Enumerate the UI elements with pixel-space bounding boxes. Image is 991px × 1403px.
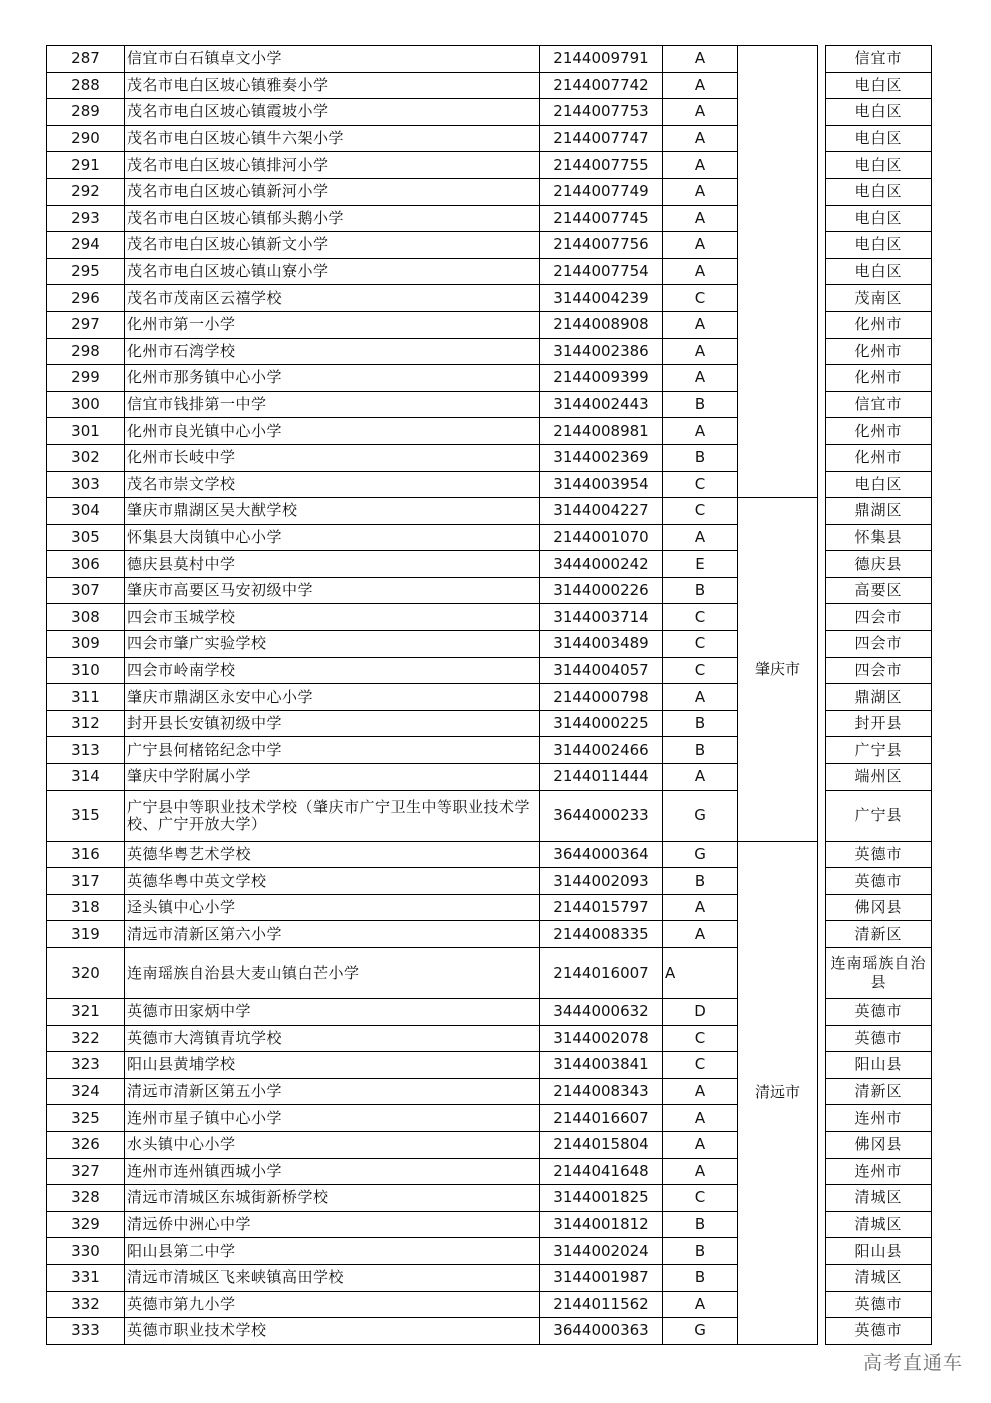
district-cell: 电白区 (826, 205, 932, 232)
school-name-cell: 茂名市电白区坡心镇山寮小学 (125, 258, 540, 285)
school-list-table (46, 45, 932, 1345)
school-name-cell: 迳头镇中心小学 (125, 894, 540, 921)
column-gap (818, 471, 826, 498)
school-name-cell: 茂名市电白区坡心镇牛六架小学 (125, 125, 540, 152)
school-name-cell: 连州市连州镇西城小学 (125, 1158, 540, 1185)
district-cell: 化州市 (826, 311, 932, 338)
row-number-cell: 291 (47, 152, 125, 179)
district-cell: 英德市 (826, 1291, 932, 1318)
school-name-cell: 英德华粤艺术学校 (125, 841, 540, 868)
row-number-cell: 325 (47, 1105, 125, 1132)
row-number-cell: 317 (47, 868, 125, 895)
school-code-cell: 3144002443 (540, 391, 663, 418)
district-cell: 广宁县 (826, 737, 932, 764)
district-cell: 四会市 (826, 657, 932, 684)
school-code-cell: 2144008343 (540, 1078, 663, 1105)
school-name-cell: 茂名市茂南区云禧学校 (125, 285, 540, 312)
district-cell: 佛冈县 (826, 1131, 932, 1158)
row-number-cell: 328 (47, 1185, 125, 1212)
school-code-cell: 3644000233 (540, 790, 663, 841)
column-gap (818, 285, 826, 312)
category-cell: C (663, 1052, 738, 1079)
category-cell: A (663, 418, 738, 445)
school-code-cell: 2144007749 (540, 178, 663, 205)
column-gap (818, 631, 826, 658)
district-cell: 鼎湖区 (826, 684, 932, 711)
row-number-cell: 290 (47, 125, 125, 152)
school-name-cell: 广宁县中等职业技术学校（肇庆市广宁卫生中等职业技术学校、广宁开放大学） (125, 790, 540, 841)
category-cell: A (663, 205, 738, 232)
district-cell: 信宜市 (826, 391, 932, 418)
row-number-cell: 319 (47, 921, 125, 948)
district-cell: 清城区 (826, 1185, 932, 1212)
school-code-cell: 3144003954 (540, 471, 663, 498)
table-body (47, 46, 932, 1345)
school-code-cell: 2144011562 (540, 1291, 663, 1318)
row-number-cell: 327 (47, 1158, 125, 1185)
column-gap (818, 868, 826, 895)
column-gap (818, 710, 826, 737)
school-name-cell: 肇庆市鼎湖区吴大猷学校 (125, 498, 540, 525)
district-cell: 清城区 (826, 1264, 932, 1291)
school-name-cell: 清远市清城区飞来峡镇高田学校 (125, 1264, 540, 1291)
school-name-cell: 清远市清新区第五小学 (125, 1078, 540, 1105)
district-cell: 清新区 (826, 921, 932, 948)
district-cell: 鼎湖区 (826, 498, 932, 525)
school-code-cell: 2144001070 (540, 524, 663, 551)
category-cell: B (663, 444, 738, 471)
row-number-cell: 294 (47, 232, 125, 259)
category-cell: C (663, 498, 738, 525)
row-number-cell: 303 (47, 471, 125, 498)
school-name-cell: 清远侨中洲心中学 (125, 1211, 540, 1238)
school-code-cell: 3644000363 (540, 1318, 663, 1345)
district-cell: 阳山县 (826, 1238, 932, 1265)
category-cell: A (663, 46, 738, 73)
table-row (47, 498, 932, 525)
table-row (47, 46, 932, 73)
column-gap (818, 1238, 826, 1265)
school-name-cell: 清远市清新区第六小学 (125, 921, 540, 948)
district-cell: 化州市 (826, 338, 932, 365)
row-number-cell: 305 (47, 524, 125, 551)
category-cell: A (663, 684, 738, 711)
column-gap (818, 1052, 826, 1079)
district-cell: 清城区 (826, 1211, 932, 1238)
category-cell: A (663, 178, 738, 205)
school-code-cell: 3144001825 (540, 1185, 663, 1212)
district-cell: 电白区 (826, 72, 932, 99)
row-number-cell: 315 (47, 790, 125, 841)
category-cell: A (663, 524, 738, 551)
row-number-cell: 321 (47, 999, 125, 1026)
row-number-cell: 289 (47, 99, 125, 126)
school-name-cell: 连州市星子镇中心小学 (125, 1105, 540, 1132)
column-gap (818, 418, 826, 445)
row-number-cell: 308 (47, 604, 125, 631)
district-cell: 四会市 (826, 631, 932, 658)
row-number-cell: 309 (47, 631, 125, 658)
column-gap (818, 311, 826, 338)
row-number-cell: 311 (47, 684, 125, 711)
school-name-cell: 英德市大湾镇青坑学校 (125, 1025, 540, 1052)
category-cell: B (663, 1211, 738, 1238)
school-code-cell: 3144004239 (540, 285, 663, 312)
school-code-cell: 3144003714 (540, 604, 663, 631)
column-gap (818, 178, 826, 205)
column-gap (818, 444, 826, 471)
row-number-cell: 306 (47, 551, 125, 578)
school-name-cell: 茂名市电白区坡心镇排河小学 (125, 152, 540, 179)
school-code-cell: 2144008908 (540, 311, 663, 338)
row-number-cell: 292 (47, 178, 125, 205)
school-name-cell: 信宜市钱排第一中学 (125, 391, 540, 418)
column-gap (818, 46, 826, 73)
school-name-cell: 肇庆市高要区马安初级中学 (125, 577, 540, 604)
column-gap (818, 524, 826, 551)
district-cell: 广宁县 (826, 790, 932, 841)
school-code-cell: 2144007747 (540, 125, 663, 152)
school-code-cell: 3144002466 (540, 737, 663, 764)
row-number-cell: 295 (47, 258, 125, 285)
category-cell: A (663, 152, 738, 179)
row-number-cell: 322 (47, 1025, 125, 1052)
school-code-cell: 3444000242 (540, 551, 663, 578)
row-number-cell: 301 (47, 418, 125, 445)
category-cell: A (663, 1105, 738, 1132)
column-gap (818, 1185, 826, 1212)
school-name-cell: 化州市第一小学 (125, 311, 540, 338)
column-gap (818, 1105, 826, 1132)
column-gap (818, 99, 826, 126)
school-name-cell: 英德市田家炳中学 (125, 999, 540, 1026)
column-gap (818, 737, 826, 764)
district-cell: 连州市 (826, 1105, 932, 1132)
district-cell: 信宜市 (826, 46, 932, 73)
column-gap (818, 577, 826, 604)
school-name-cell: 水头镇中心小学 (125, 1131, 540, 1158)
school-name-cell: 连南瑶族自治县大麦山镇白芒小学 (125, 948, 540, 999)
school-code-cell: 2144015797 (540, 894, 663, 921)
district-cell: 封开县 (826, 710, 932, 737)
school-code-cell: 2144008335 (540, 921, 663, 948)
school-name-cell: 化州市良光镇中心小学 (125, 418, 540, 445)
district-cell: 电白区 (826, 471, 932, 498)
category-cell: A (663, 1131, 738, 1158)
district-cell: 英德市 (826, 868, 932, 895)
column-gap (818, 894, 826, 921)
district-cell: 化州市 (826, 365, 932, 392)
district-cell: 电白区 (826, 99, 932, 126)
row-number-cell: 299 (47, 365, 125, 392)
school-code-cell: 3144002386 (540, 338, 663, 365)
row-number-cell: 312 (47, 710, 125, 737)
school-name-cell: 英德华粤中英文学校 (125, 868, 540, 895)
row-number-cell: 297 (47, 311, 125, 338)
category-cell: B (663, 1264, 738, 1291)
column-gap (818, 684, 826, 711)
district-cell: 英德市 (826, 999, 932, 1026)
school-code-cell: 2144041648 (540, 1158, 663, 1185)
school-name-cell: 广宁县何楮铭纪念中学 (125, 737, 540, 764)
category-cell: A (663, 1291, 738, 1318)
column-gap (818, 1158, 826, 1185)
district-cell: 电白区 (826, 125, 932, 152)
column-gap (818, 1291, 826, 1318)
school-code-cell: 3144001987 (540, 1264, 663, 1291)
category-cell: A (663, 365, 738, 392)
row-number-cell: 302 (47, 444, 125, 471)
column-gap (818, 152, 826, 179)
column-gap (818, 232, 826, 259)
school-code-cell: 2144007753 (540, 99, 663, 126)
district-cell: 英德市 (826, 1025, 932, 1052)
column-gap (818, 764, 826, 791)
school-code-cell: 2144016607 (540, 1105, 663, 1132)
row-number-cell: 288 (47, 72, 125, 99)
category-cell: C (663, 657, 738, 684)
category-cell: B (663, 737, 738, 764)
school-code-cell: 3444000632 (540, 999, 663, 1026)
category-cell: A (663, 125, 738, 152)
column-gap (818, 1025, 826, 1052)
district-cell: 端州区 (826, 764, 932, 791)
school-name-cell: 四会市肇广实验学校 (125, 631, 540, 658)
category-cell: G (663, 1318, 738, 1345)
row-number-cell: 324 (47, 1078, 125, 1105)
row-number-cell: 287 (47, 46, 125, 73)
column-gap (818, 657, 826, 684)
school-name-cell: 怀集县大岗镇中心小学 (125, 524, 540, 551)
school-code-cell: 2144000798 (540, 684, 663, 711)
category-cell: C (663, 1185, 738, 1212)
school-name-cell: 化州市石湾学校 (125, 338, 540, 365)
category-cell: C (663, 285, 738, 312)
district-cell: 茂南区 (826, 285, 932, 312)
district-cell: 英德市 (826, 841, 932, 868)
school-code-cell: 2144011444 (540, 764, 663, 791)
school-code-cell: 3144004057 (540, 657, 663, 684)
city-cell: 肇庆市 (738, 498, 818, 842)
school-name-cell: 阳山县黄埔学校 (125, 1052, 540, 1079)
row-number-cell: 316 (47, 841, 125, 868)
column-gap (818, 1078, 826, 1105)
row-number-cell: 304 (47, 498, 125, 525)
school-code-cell: 2144015804 (540, 1131, 663, 1158)
school-code-cell: 3144002078 (540, 1025, 663, 1052)
row-number-cell: 320 (47, 948, 125, 999)
category-cell: A (663, 338, 738, 365)
school-name-cell: 化州市长岐中学 (125, 444, 540, 471)
school-code-cell: 2144007745 (540, 205, 663, 232)
school-code-cell: 2144007742 (540, 72, 663, 99)
row-number-cell: 313 (47, 737, 125, 764)
district-cell: 化州市 (826, 418, 932, 445)
category-cell: A (663, 258, 738, 285)
category-cell: E (663, 551, 738, 578)
school-name-cell: 封开县长安镇初级中学 (125, 710, 540, 737)
column-gap (818, 1264, 826, 1291)
school-name-cell: 茂名市电白区坡心镇雅奏小学 (125, 72, 540, 99)
row-number-cell: 293 (47, 205, 125, 232)
category-cell: A (663, 764, 738, 791)
column-gap (818, 258, 826, 285)
category-cell: A (663, 921, 738, 948)
school-code-cell: 2144007756 (540, 232, 663, 259)
school-name-cell: 英德市第九小学 (125, 1291, 540, 1318)
school-code-cell: 3144004227 (540, 498, 663, 525)
column-gap (818, 498, 826, 525)
district-cell: 连南瑶族自治县 (826, 948, 932, 999)
school-name-cell: 茂名市电白区坡心镇新河小学 (125, 178, 540, 205)
district-cell: 连州市 (826, 1158, 932, 1185)
city-cell: 清远市 (738, 841, 818, 1344)
district-cell: 高要区 (826, 577, 932, 604)
column-gap (818, 72, 826, 99)
district-cell: 四会市 (826, 604, 932, 631)
category-cell: G (663, 841, 738, 868)
school-name-cell: 肇庆市鼎湖区永安中心小学 (125, 684, 540, 711)
school-name-cell: 英德市职业技术学校 (125, 1318, 540, 1345)
category-cell: B (663, 391, 738, 418)
table-row (47, 841, 932, 868)
category-cell: A (663, 1078, 738, 1105)
category-cell: A (663, 99, 738, 126)
school-code-cell: 3144002369 (540, 444, 663, 471)
school-name-cell: 德庆县莫村中学 (125, 551, 540, 578)
district-cell: 电白区 (826, 152, 932, 179)
school-code-cell: 3144003841 (540, 1052, 663, 1079)
category-cell: A (663, 1158, 738, 1185)
row-number-cell: 323 (47, 1052, 125, 1079)
column-gap (818, 1211, 826, 1238)
row-number-cell: 333 (47, 1318, 125, 1345)
column-gap (818, 391, 826, 418)
category-cell: B (663, 1238, 738, 1265)
category-cell: B (663, 710, 738, 737)
column-gap (818, 921, 826, 948)
school-code-cell: 2144008981 (540, 418, 663, 445)
district-cell: 化州市 (826, 444, 932, 471)
school-name-cell: 茂名市电白区坡心镇新文小学 (125, 232, 540, 259)
district-cell: 清新区 (826, 1078, 932, 1105)
category-cell: A (663, 72, 738, 99)
row-number-cell: 296 (47, 285, 125, 312)
school-name-cell: 肇庆中学附属小学 (125, 764, 540, 791)
row-number-cell: 307 (47, 577, 125, 604)
category-cell: C (663, 604, 738, 631)
school-code-cell: 2144009791 (540, 46, 663, 73)
column-gap (818, 365, 826, 392)
row-number-cell: 329 (47, 1211, 125, 1238)
row-number-cell: 310 (47, 657, 125, 684)
category-cell: C (663, 471, 738, 498)
row-number-cell: 300 (47, 391, 125, 418)
school-name-cell: 信宜市白石镇卓文小学 (125, 46, 540, 73)
category-cell: A (663, 311, 738, 338)
column-gap (818, 790, 826, 841)
watermark-text: 高考直通车 (862, 1352, 963, 1374)
school-name-cell: 化州市那务镇中心小学 (125, 365, 540, 392)
school-code-cell: 2144007755 (540, 152, 663, 179)
school-name-cell: 清远市清城区东城街新桥学校 (125, 1185, 540, 1212)
column-gap (818, 125, 826, 152)
school-name-cell: 阳山县第二中学 (125, 1238, 540, 1265)
school-name-cell: 茂名市崇文学校 (125, 471, 540, 498)
district-cell: 电白区 (826, 178, 932, 205)
category-cell: A (663, 948, 738, 999)
district-cell: 阳山县 (826, 1052, 932, 1079)
category-cell: A (663, 232, 738, 259)
district-cell: 电白区 (826, 258, 932, 285)
category-cell: A (663, 894, 738, 921)
row-number-cell: 326 (47, 1131, 125, 1158)
school-code-cell: 2144009399 (540, 365, 663, 392)
district-cell: 怀集县 (826, 524, 932, 551)
column-gap (818, 338, 826, 365)
school-code-cell: 3144002024 (540, 1238, 663, 1265)
city-cell (738, 46, 818, 498)
category-cell: B (663, 868, 738, 895)
school-name-cell: 四会市岭南学校 (125, 657, 540, 684)
school-name-cell: 四会市玉城学校 (125, 604, 540, 631)
school-code-cell: 3144000226 (540, 577, 663, 604)
category-cell: C (663, 631, 738, 658)
school-name-cell: 茂名市电白区坡心镇霞坡小学 (125, 99, 540, 126)
column-gap (818, 841, 826, 868)
row-number-cell: 331 (47, 1264, 125, 1291)
column-gap (818, 999, 826, 1026)
school-name-cell: 茂名市电白区坡心镇郁头鹅小学 (125, 205, 540, 232)
school-code-cell: 3144002093 (540, 868, 663, 895)
row-number-cell: 314 (47, 764, 125, 791)
school-code-cell: 2144007754 (540, 258, 663, 285)
district-cell: 电白区 (826, 232, 932, 259)
school-code-cell: 3144003489 (540, 631, 663, 658)
row-number-cell: 330 (47, 1238, 125, 1265)
column-gap (818, 1131, 826, 1158)
column-gap (818, 948, 826, 999)
district-cell: 佛冈县 (826, 894, 932, 921)
school-code-cell: 3644000364 (540, 841, 663, 868)
row-number-cell: 318 (47, 894, 125, 921)
row-number-cell: 332 (47, 1291, 125, 1318)
district-cell: 英德市 (826, 1318, 932, 1345)
school-code-cell: 3144000225 (540, 710, 663, 737)
district-cell: 德庆县 (826, 551, 932, 578)
category-cell: D (663, 999, 738, 1026)
column-gap (818, 205, 826, 232)
category-cell: B (663, 577, 738, 604)
category-cell: G (663, 790, 738, 841)
column-gap (818, 1318, 826, 1345)
school-code-cell: 3144001812 (540, 1211, 663, 1238)
row-number-cell: 298 (47, 338, 125, 365)
category-cell: C (663, 1025, 738, 1052)
column-gap (818, 604, 826, 631)
school-code-cell: 2144016007 (540, 948, 663, 999)
column-gap (818, 551, 826, 578)
